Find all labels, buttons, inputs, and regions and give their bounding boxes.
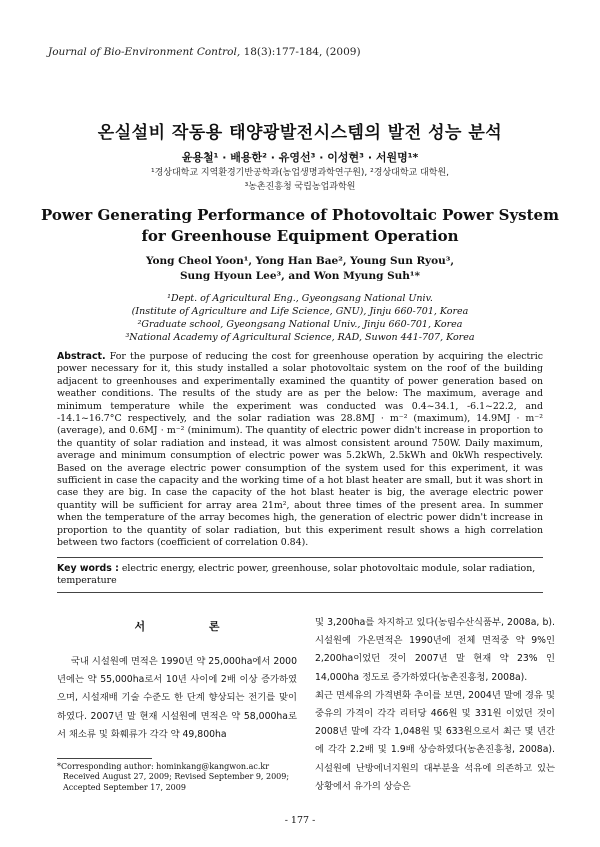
journal-name: Journal of Bio-Environment Control, (48, 46, 241, 58)
english-authors-line-1: Yong Cheol Yoon¹, Yong Han Bae², Young Sun Ryou³, (145, 255, 455, 267)
korean-affiliation-1: ¹경상대학교 지역환경기반공학과(농업생명과학연구원), ²경상대학교 대학원, (150, 168, 450, 178)
body-paragraph: 최근 면세유의 가격변화 추이를 보면, 2004년 말에 경유 및 중유의 가격이 각각 리터당 466원 및 331원 이었던 것이 2008년 말에 각각 1,048원 및 633원으로서 최근 몇 년간에 각각 2.2배 및 1.9배 상승하였다(농촌진흥청, 2008a). 시설원예 난방에너지원의 대부분을 석유에 의존하고 있는 상황에서 유가의 상승은 (315, 689, 555, 792)
english-affiliation-4: ³National Academy of Agricultural Science, RAD, Suwon 441-707, Korea (125, 332, 475, 343)
body-paragraph: 국내 시설원예 면적은 1990년 약 25,000ha에서 2000년에는 약 55,000ha로서 10년 사이에 2배 이상 증가하였으며, 시설재배 기술 수준도 한 단계 향상되는 전기를 맞이하였다. 2007년 말 현재 시설원예 면적은 약 58,000ha로서 채소류 및 화훼류가 각각 약 49,800ha (57, 656, 297, 740)
korean-authors: 윤용철¹ · 배용한² · 유영선³ · 이성현³ · 서원명¹* (181, 151, 419, 164)
english-title-line-1: Power Generating Performance of Photovoltaic Power System (41, 206, 559, 224)
english-title (0, 205, 600, 247)
corresponding-author: *Corresponding author: hominkang@kangwon.ac.kr (57, 762, 270, 771)
keywords-top-rule (57, 557, 543, 558)
footnote (57, 762, 307, 793)
journal-citation (48, 46, 361, 58)
abstract (57, 351, 543, 550)
english-affiliations (0, 292, 600, 344)
korean-title: 온실설비 작동용 태양광발전시스템의 발전 성능 분석 (97, 123, 503, 143)
english-title-line-2: for Greenhouse Equipment Operation (141, 227, 459, 245)
english-affiliation-1: ¹Dept. of Agricultural Eng., Gyeongsang National Univ. (167, 293, 433, 304)
footnote-rule (57, 758, 152, 759)
section-title-introduction: 서 론 (134, 620, 250, 633)
received-dates: Received August 27, 2009; Revised September 9, 2009; (63, 772, 290, 782)
korean-affiliation-2: ³농촌진흥청 국립농업과학원 (244, 182, 356, 192)
english-affiliation-3: ²Graduate school, Gyeongsang National Univ., Jinju 660-701, Korea (137, 319, 463, 330)
english-authors (0, 254, 600, 284)
body-left-column (57, 653, 297, 744)
journal-issue: 18(3):177-184, (2009) (243, 46, 361, 58)
accepted-date: Accepted September 17, 2009 (63, 782, 186, 792)
body-paragraph: 및 3,200ha를 차지하고 있다(농림수산식품부, 2008a, b). 시설원예 가온면적은 1990년에 전체 면적중 약 9%인 2,200ha이었던 것이 2007년 말 현재 약 23% 인 14,000ha 정도로 증가하였다(농촌진흥청, 2008a). (315, 617, 555, 683)
keywords-bottom-rule (57, 592, 543, 593)
abstract-text: For the purpose of reducing the cost for greenhouse operation by acquiring the electric power necessary for it, this study installed a solar photovoltaic system on the roof of the building adjacent to greenhouses and experimentally examined the quantity of power generation based on weather conditions. The results of the study are as per the below: The maximum, average and minimum temperature while the experiment was conducted was 0.4~34.1, -6.1~22.2, and -14.1~16.7°C respectively, and the solar radiation was 28.8MJ · m⁻² (maximum), 14.9MJ · m⁻² (average), and 0.6MJ · m⁻² (minimum). The quantity of electric power didn't increase in proportion to the quantity of solar radiation and instead, it was almost consistent around 750W. Daily maximum, average and minimum consumption of electric power was 5.2kWh, 2.5kWh and 0kWh respectively. Based on the average electric power consumption of the system used for this experiment, it was sufficient in case the capacity and the working time of a hot blast heater are small, but it was short in case they are big. In case the capacity of the hot blast heater is big, the average electric power quantity will be sufficient for array area 21m², about three times of the present area. In summer when the temperature of the array becomes high, the generation of electric power didn't increase in proportion to the quantity of solar radiation, but this experiment result shows a high correlation between two factors (coefficient of correlation 0.84). (57, 351, 543, 549)
body-right-column (315, 614, 555, 796)
keywords (57, 563, 543, 588)
keywords-label: Key words : (57, 563, 119, 574)
english-authors-line-2: Sung Hyoun Lee³, and Won Myung Suh¹* (179, 270, 421, 282)
english-affiliation-2: (Institute of Agriculture and Life Science, GNU), Jinju 660-701, Korea (131, 306, 469, 317)
page-number: - 177 - (284, 815, 316, 826)
abstract-label: Abstract. (57, 351, 106, 362)
keywords-text: electric energy, electric power, greenhouse, solar photovoltaic module, solar radiation, temperature (57, 563, 536, 587)
